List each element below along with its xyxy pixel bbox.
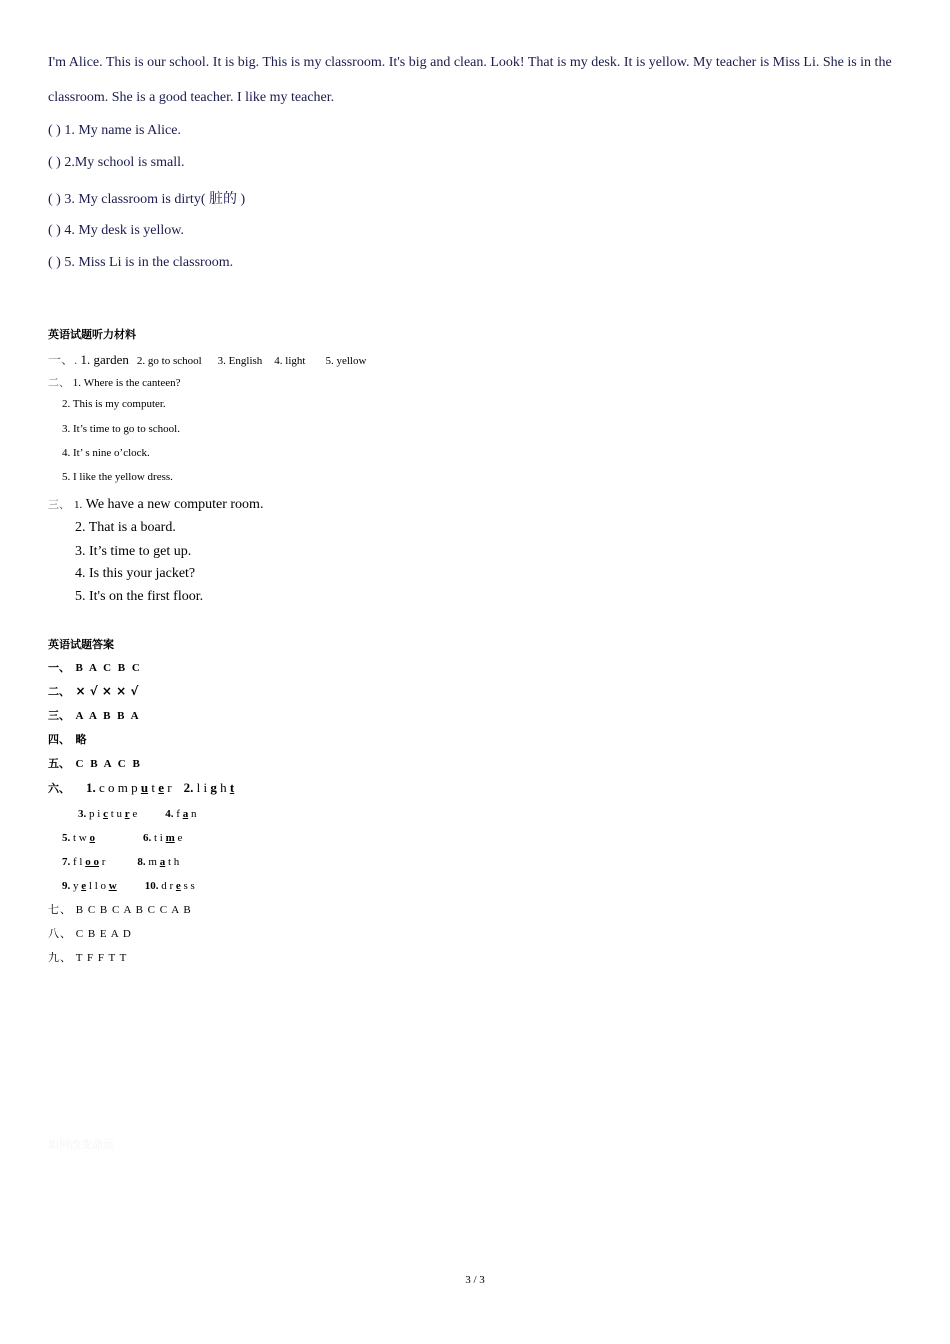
answer-row-1-value: B A C B C [75,662,142,674]
spell-number: 9. [62,880,73,892]
part1-item-1: 1. garden [80,352,129,367]
part2-prefix: 二、 [48,377,70,389]
spell-letters: t u [107,808,125,820]
spell-row-3 [62,828,182,846]
answer-row-6 [48,779,234,797]
answer-row-2 [48,683,138,699]
answer-row-3-label: 三、 [48,709,70,722]
spell-number: 3. [78,808,89,820]
answer-row-4-value: 略 [75,733,87,746]
part2-item-5: 5. I like the yellow dress. [62,471,173,483]
spell-letters: d r [161,880,176,892]
spell-answer-4 [165,808,196,820]
answer-row-3-value: A A B B A [75,710,141,722]
spell-letters: c o m p [99,780,141,795]
spell-letters: y [73,880,82,892]
spell-row-5 [62,876,195,894]
spell-filled-letter: u [140,780,149,795]
spell-answer-9 [62,880,117,892]
spell-filled-letter: e [175,880,181,892]
spell-filled-letter: a [159,856,166,868]
spell-letters: f [176,808,183,820]
spell-filled-letter: e [81,880,87,892]
spell-answer-6 [143,832,182,844]
tf-question-5: ( ) 5. Miss Li is in the classroom. [48,255,234,270]
part3-item-1-text: We have a new computer room. [82,497,264,512]
passage-line-2: classroom. She is a good teacher. I like my teacher. [48,90,335,105]
part2-item-4: 4. It’ s nine o’clock. [62,447,150,459]
spell-letters: t h [165,856,180,868]
answer-row-6-label: 六、 [48,782,70,795]
part3-item-2: 2. That is a board. [75,520,176,535]
spell-number: 5. [62,832,73,844]
spell-filled-letter: r [124,808,130,820]
tf-question-4: ( ) 4. My desk is yellow. [48,223,184,238]
answer-row-5-value: C B A C B [75,758,142,770]
page-number: 3 / 3 [465,1274,485,1286]
spell-answer-2 [184,780,235,795]
spell-letters: s s [180,880,195,892]
listening-part3-1 [48,495,263,513]
spell-filled-letter: m [165,832,175,844]
part1-prefix: 一、. [48,352,81,367]
spell-letters: p i [89,808,104,820]
part1-item-4: 4. light [274,355,306,367]
listening-heading: 英语试题听力材料 [48,328,136,341]
spell-letters: r [164,780,172,795]
answer-row-3 [48,707,141,723]
spell-number: 7. [62,856,73,868]
part1-item-5: 5. yellow [325,355,367,367]
answer-row-1 [48,659,142,675]
tf-question-1: ( ) 1. My name is Alice. [48,123,181,138]
spell-answer-8 [137,856,179,868]
part3-item-3: 3. It’s time to get up. [75,544,192,559]
answer-row-5 [48,755,142,771]
watermark: 如何改变命运 [48,1138,114,1151]
spell-filled-letter: o o [85,856,99,868]
answer-row-7: 七、 B C B C A B C C A B [48,904,192,916]
spell-letters: h [216,780,230,795]
spell-number: 10. [144,880,162,892]
spell-letters: f l [73,856,86,868]
answer-row-9: 九、 T F F T T [48,952,128,964]
part2-item-2: 2. This is my computer. [62,398,166,410]
spell-letters: t [148,780,159,795]
spell-answer-1 [86,780,172,795]
spell-answer-10 [145,880,195,892]
part1-item-2: 2. go to school [136,355,202,367]
spell-filled-letter: o [89,832,95,844]
spell-filled-letter: w [108,880,117,892]
listening-part2-1 [48,374,181,390]
spell-letters: n [188,808,197,820]
part3-prefix: 三、 [48,499,70,511]
spell-filled-letter: a [182,808,189,820]
spell-number: 2. [183,780,197,795]
spell-letters: t i [154,832,166,844]
spell-row-2 [78,804,196,822]
answer-row-2-label: 二、 [48,685,70,698]
part2-item-3: 3. It’s time to go to school. [62,423,180,435]
answer-row-4-label: 四、 [48,733,70,746]
spell-letters: e [174,832,183,844]
answer-row-2-value: × √ × × √ [75,684,139,698]
spell-letters: t w [73,832,90,844]
passage-line-1: I'm Alice. This is our school. It is big. This is my classroom. It's big and clean. Look! That is my desk. It is yellow. My teacher is Miss Li. She is in the [48,55,892,70]
spell-answer-5 [62,832,95,844]
part1-item-3: 3. English [217,355,263,367]
answer-row-4 [48,731,87,747]
answer-row-1-label: 一、 [48,661,70,674]
spell-answer-3 [78,808,137,820]
spell-filled-letter: c [103,808,108,820]
spell-letters: l l o [86,880,109,892]
part2-item-1: 1. Where is the canteen? [72,377,181,389]
answer-row-8: 八、 C B E A D [48,928,132,940]
answer-row-5-label: 五、 [48,757,70,770]
spell-filled-letter: t [229,780,235,795]
tf-question-2: ( ) 2.My school is small. [48,155,185,170]
part3-item-1-num: 1. [74,499,83,511]
spell-filled-letter: g [210,780,217,795]
spell-answer-7 [62,856,105,868]
spell-number: 1. [86,780,99,795]
spell-letters: r [98,856,106,868]
spell-letters: l i [196,780,211,795]
spell-row-4 [62,852,179,870]
part3-item-4: 4. Is this your jacket? [75,566,196,581]
spell-letters: m [148,856,160,868]
spell-number: 8. [137,856,149,868]
spell-filled-letter: e [158,780,165,795]
spell-letters: e [129,808,138,820]
tf-question-3: ( ) 3. My classroom is dirty( 脏的 ) [48,192,246,207]
listening-part1 [48,349,366,369]
part3-item-5: 5. It's on the first floor. [75,589,204,604]
answers-heading: 英语试题答案 [48,638,114,651]
spell-number: 6. [143,832,154,844]
spell-number: 4. [165,808,177,820]
